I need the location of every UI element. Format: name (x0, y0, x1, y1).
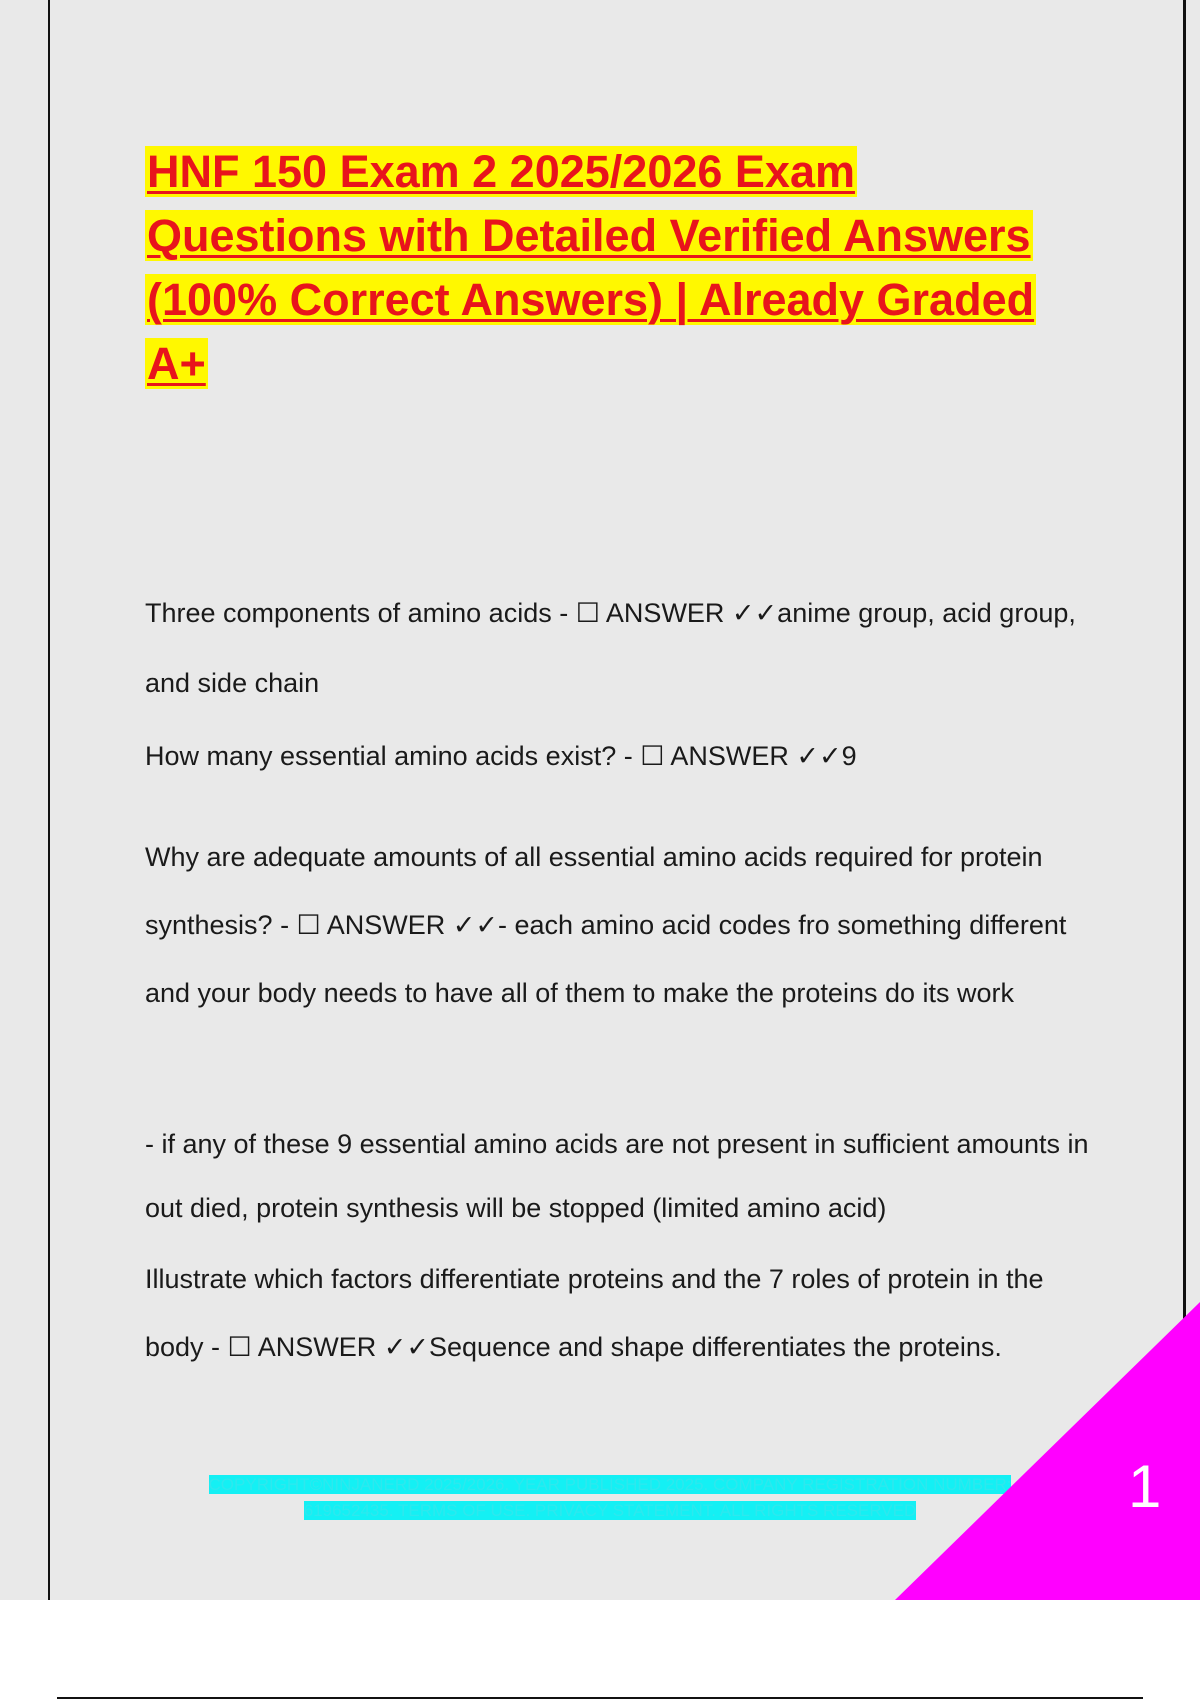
page-number: 1 (1128, 1453, 1162, 1520)
qa-paragraph-2: How many essential amino acids exist? - ☐ ANSWER ✓✓9 (145, 741, 857, 771)
qa-paragraph-4: - if any of these 9 essential amino acids are not present in sufficient amounts in out died, protein synthesis will be stopped (limited amino acid) (145, 1129, 1089, 1223)
qa-paragraph-3: Why are adequate amounts of all essential amino acids required for protein synthesis? - ☐ ANSWER ✓✓- each amino acid codes fro something different and your body needs to have all of them to make the proteins do its work (145, 842, 1067, 1008)
bottom-rule (57, 1697, 1143, 1699)
qa-paragraph-5: Illustrate which factors differentiate proteins and the 7 roles of protein in the body - ☐ ANSWER ✓✓Sequence and shape differentiates the proteins. (145, 1264, 1044, 1362)
title-text: HNF 150 Exam 2 2025/2026 Exam Questions with Detailed Verified Answers (100% Correct Answers) | Already Graded A+ (147, 146, 1035, 389)
copyright-text: COPYRIGHT©NINJANERD 2025/2026. YEAR PUBLISHED 2025. COMPANY REGISTRATION NUMBER: 619652435. TERMS OF USE. PRIVACY STATEMENT. ALL RIGHTS RESERVED (208, 1475, 1012, 1520)
qa-paragraph-1: Three components of amino acids - ☐ ANSWER ✓✓anime group, acid group, and side chain (145, 598, 1076, 698)
